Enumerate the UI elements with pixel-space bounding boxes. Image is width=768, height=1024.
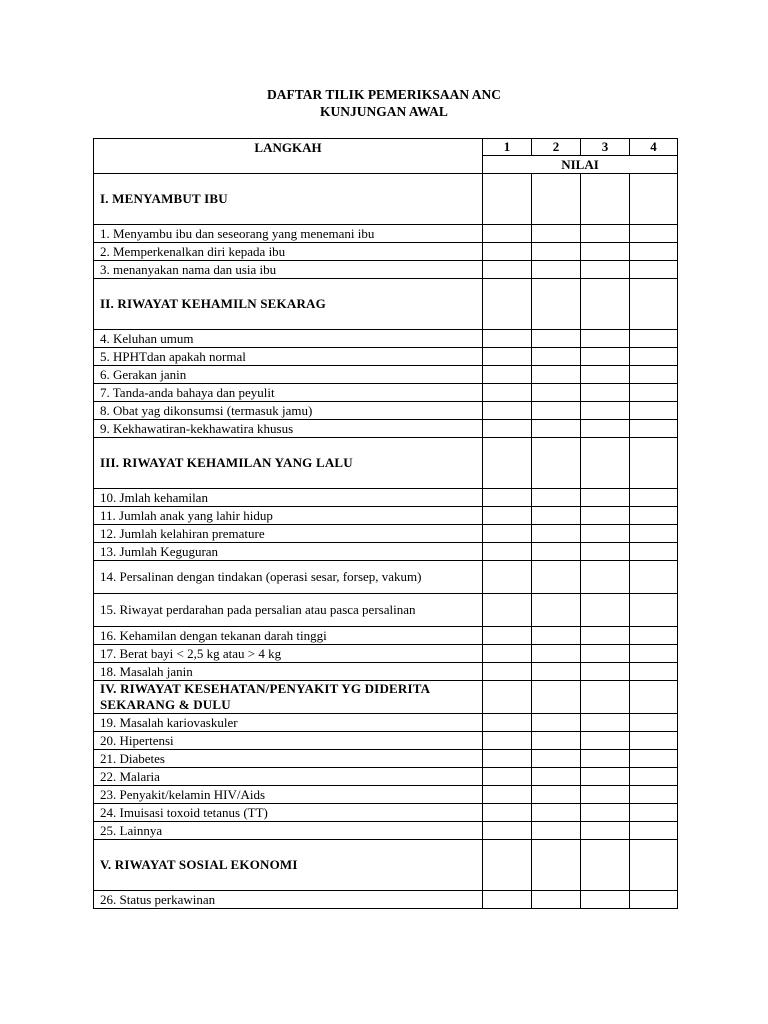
section-heading: I. MENYAMBUT IBU <box>94 174 483 225</box>
section-row <box>94 279 678 330</box>
score-cell-2[interactable] <box>532 786 581 804</box>
score-cell-4[interactable] <box>630 525 678 543</box>
score-cell-4[interactable] <box>630 366 678 384</box>
score-cell-3[interactable] <box>581 804 630 822</box>
score-cell-3[interactable] <box>581 261 630 279</box>
step-label: 12. Jumlah kelahiran premature <box>94 525 483 543</box>
score-cell-2[interactable] <box>532 543 581 561</box>
table-row <box>94 543 678 561</box>
score-cell-3[interactable] <box>581 627 630 645</box>
score-cell-4[interactable] <box>630 543 678 561</box>
score-cell-1[interactable] <box>483 279 532 330</box>
score-cell-4[interactable] <box>630 225 678 243</box>
score-cell-2[interactable] <box>532 279 581 330</box>
table-row <box>94 225 678 243</box>
step-label: 26. Status perkawinan <box>94 891 483 909</box>
table-row <box>94 750 678 768</box>
score-cell-1[interactable] <box>483 822 532 840</box>
score-cell-2[interactable] <box>532 174 581 225</box>
title-line-1: DAFTAR TILIK PEMERIKSAAN ANC <box>267 87 501 102</box>
step-label: 5. HPHTdan apakah normal <box>94 348 483 366</box>
score-cell-3[interactable] <box>581 732 630 750</box>
table-row <box>94 384 678 402</box>
score-cell-1[interactable] <box>483 330 532 348</box>
score-cell-3[interactable] <box>581 768 630 786</box>
section-heading: III. RIWAYAT KEHAMILAN YANG LALU <box>94 438 483 489</box>
step-label: 20. Hipertensi <box>94 732 483 750</box>
score-cell-3[interactable] <box>581 330 630 348</box>
score-cell-4[interactable] <box>630 348 678 366</box>
score-cell-2[interactable] <box>532 525 581 543</box>
step-label: 24. Imuisasi toxoid tetanus (TT) <box>94 804 483 822</box>
score-cell-3[interactable] <box>581 366 630 384</box>
score-cell-2[interactable] <box>532 645 581 663</box>
score-cell-1[interactable] <box>483 402 532 420</box>
score-cell-4[interactable] <box>630 732 678 750</box>
score-cell-2[interactable] <box>532 261 581 279</box>
score-cell-4[interactable] <box>630 330 678 348</box>
section-heading: V. RIWAYAT SOSIAL EKONOMI <box>94 840 483 891</box>
score-cell-3[interactable] <box>581 645 630 663</box>
score-cell-3[interactable] <box>581 225 630 243</box>
step-label: 25. Lainnya <box>94 822 483 840</box>
score-cell-4[interactable] <box>630 594 678 627</box>
score-cell-3[interactable] <box>581 174 630 225</box>
score-cell-1[interactable] <box>483 438 532 489</box>
score-cell-1[interactable] <box>483 543 532 561</box>
score-cell-4[interactable] <box>630 681 678 714</box>
score-cell-3[interactable] <box>581 543 630 561</box>
score-cell-3[interactable] <box>581 840 630 891</box>
score-cell-2[interactable] <box>532 891 581 909</box>
section-row <box>94 174 678 225</box>
score-cell-1[interactable] <box>483 627 532 645</box>
score-cell-4[interactable] <box>630 714 678 732</box>
score-cell-2[interactable] <box>532 750 581 768</box>
step-label: 22. Malaria <box>94 768 483 786</box>
score-cell-3[interactable] <box>581 402 630 420</box>
score-cell-4[interactable] <box>630 891 678 909</box>
score-cell-3[interactable] <box>581 663 630 681</box>
step-label: 21. Diabetes <box>94 750 483 768</box>
score-cell-4[interactable] <box>630 402 678 420</box>
step-label: 23. Penyakit/kelamin HIV/Aids <box>94 786 483 804</box>
score-cell-1[interactable] <box>483 489 532 507</box>
step-label: 11. Jumlah anak yang lahir hidup <box>94 507 483 525</box>
score-cell-4[interactable] <box>630 174 678 225</box>
section-heading: II. RIWAYAT KEHAMILN SEKARAG <box>94 279 483 330</box>
score-cell-4[interactable] <box>630 489 678 507</box>
score-col-2: 2 <box>532 139 581 156</box>
section-row <box>94 840 678 891</box>
score-cell-4[interactable] <box>630 627 678 645</box>
step-label: 16. Kehamilan dengan tekanan darah tinggi <box>94 627 483 645</box>
score-cell-4[interactable] <box>630 645 678 663</box>
score-cell-1[interactable] <box>483 840 532 891</box>
table-row <box>94 489 678 507</box>
score-cell-3[interactable] <box>581 750 630 768</box>
table-row <box>94 402 678 420</box>
checklist-body <box>94 139 678 909</box>
score-cell-1[interactable] <box>483 174 532 225</box>
score-cell-3[interactable] <box>581 681 630 714</box>
section-heading: IV. RIWAYAT KESEHATAN/PENYAKIT YG DIDERITA SEKARANG & DULU <box>94 681 483 714</box>
score-cell-2[interactable] <box>532 366 581 384</box>
table-row <box>94 366 678 384</box>
score-cell-1[interactable] <box>483 366 532 384</box>
score-cell-2[interactable] <box>532 438 581 489</box>
score-cell-1[interactable] <box>483 561 532 594</box>
score-cell-1[interactable] <box>483 384 532 402</box>
step-label: 7. Tanda-anda bahaya dan peyulit <box>94 384 483 402</box>
step-label: 2. Memperkenalkan diri kepada ibu <box>94 243 483 261</box>
table-row <box>94 822 678 840</box>
score-cell-4[interactable] <box>630 279 678 330</box>
score-cell-1[interactable] <box>483 243 532 261</box>
table-row <box>94 330 678 348</box>
score-cell-2[interactable] <box>532 732 581 750</box>
score-cell-4[interactable] <box>630 663 678 681</box>
step-label: 14. Persalinan dengan tindakan (operasi sesar, forsep, vakum) <box>94 561 483 594</box>
score-cell-2[interactable] <box>532 507 581 525</box>
score-cell-2[interactable] <box>532 594 581 627</box>
step-label: 9. Kekhawatiran-kekhawatira khusus <box>94 420 483 438</box>
score-cell-4[interactable] <box>630 438 678 489</box>
table-row <box>94 714 678 732</box>
table-row <box>94 261 678 279</box>
section-row <box>94 681 678 714</box>
score-cell-2[interactable] <box>532 225 581 243</box>
score-cell-2[interactable] <box>532 330 581 348</box>
score-cell-2[interactable] <box>532 402 581 420</box>
table-row <box>94 732 678 750</box>
score-cell-3[interactable] <box>581 525 630 543</box>
score-cell-4[interactable] <box>630 420 678 438</box>
step-label: 18. Masalah janin <box>94 663 483 681</box>
score-cell-4[interactable] <box>630 384 678 402</box>
score-cell-4[interactable] <box>630 243 678 261</box>
score-cell-2[interactable] <box>532 714 581 732</box>
score-cell-2[interactable] <box>532 663 581 681</box>
step-label: 6. Gerakan janin <box>94 366 483 384</box>
score-cell-2[interactable] <box>532 822 581 840</box>
score-cell-1[interactable] <box>483 804 532 822</box>
step-label: 4. Keluhan umum <box>94 330 483 348</box>
score-cell-3[interactable] <box>581 489 630 507</box>
score-cell-3[interactable] <box>581 420 630 438</box>
score-cell-1[interactable] <box>483 714 532 732</box>
score-cell-1[interactable] <box>483 348 532 366</box>
score-cell-3[interactable] <box>581 279 630 330</box>
table-row <box>94 507 678 525</box>
score-cell-4[interactable] <box>630 561 678 594</box>
section-row <box>94 438 678 489</box>
score-cell-1[interactable] <box>483 594 532 627</box>
score-cell-4[interactable] <box>630 822 678 840</box>
score-cell-2[interactable] <box>532 561 581 594</box>
score-cell-3[interactable] <box>581 786 630 804</box>
checklist-table <box>93 138 678 909</box>
table-row <box>94 786 678 804</box>
score-cell-3[interactable] <box>581 348 630 366</box>
table-row <box>94 768 678 786</box>
step-label: 17. Berat bayi < 2,5 kg atau > 4 kg <box>94 645 483 663</box>
score-cell-1[interactable] <box>483 645 532 663</box>
step-label: 1. Menyambu ibu dan seseorang yang menemani ibu <box>94 225 483 243</box>
score-cell-2[interactable] <box>532 627 581 645</box>
score-cell-3[interactable] <box>581 384 630 402</box>
score-cell-3[interactable] <box>581 243 630 261</box>
score-cell-2[interactable] <box>532 804 581 822</box>
score-cell-2[interactable] <box>532 420 581 438</box>
score-cell-1[interactable] <box>483 891 532 909</box>
score-cell-1[interactable] <box>483 768 532 786</box>
score-cell-1[interactable] <box>483 750 532 768</box>
step-label: 19. Masalah kariovaskuler <box>94 714 483 732</box>
score-cell-2[interactable] <box>532 768 581 786</box>
title-line-2: KUNJUNGAN AWAL <box>320 104 448 119</box>
table-row <box>94 594 678 627</box>
score-cell-4[interactable] <box>630 507 678 525</box>
score-cell-1[interactable] <box>483 663 532 681</box>
score-cell-1[interactable] <box>483 261 532 279</box>
score-cell-3[interactable] <box>581 438 630 489</box>
table-row <box>94 663 678 681</box>
table-row <box>94 243 678 261</box>
score-cell-3[interactable] <box>581 891 630 909</box>
document-title <box>0 86 768 120</box>
score-col-1: 1 <box>483 139 532 156</box>
table-row <box>94 348 678 366</box>
step-label: 13. Jumlah Keguguran <box>94 543 483 561</box>
table-row <box>94 645 678 663</box>
score-cell-4[interactable] <box>630 840 678 891</box>
score-cell-2[interactable] <box>532 243 581 261</box>
score-cell-2[interactable] <box>532 384 581 402</box>
step-label: 8. Obat yag dikonsumsi (termasuk jamu) <box>94 402 483 420</box>
score-cell-4[interactable] <box>630 786 678 804</box>
score-cell-2[interactable] <box>532 681 581 714</box>
step-label: 3. menanyakan nama dan usia ibu <box>94 261 483 279</box>
table-row <box>94 525 678 543</box>
score-cell-4[interactable] <box>630 804 678 822</box>
score-cell-3[interactable] <box>581 822 630 840</box>
header-row <box>94 139 678 156</box>
score-cell-3[interactable] <box>581 561 630 594</box>
score-cell-4[interactable] <box>630 768 678 786</box>
table-row <box>94 627 678 645</box>
score-col-4: 4 <box>630 139 678 156</box>
table-row <box>94 804 678 822</box>
score-cell-1[interactable] <box>483 420 532 438</box>
score-cell-3[interactable] <box>581 507 630 525</box>
score-cell-2[interactable] <box>532 348 581 366</box>
score-cell-1[interactable] <box>483 786 532 804</box>
score-cell-3[interactable] <box>581 594 630 627</box>
score-cell-1[interactable] <box>483 507 532 525</box>
table-row <box>94 420 678 438</box>
score-cell-3[interactable] <box>581 714 630 732</box>
score-cell-2[interactable] <box>532 840 581 891</box>
header-step: LANGKAH <box>94 139 483 174</box>
score-cell-1[interactable] <box>483 225 532 243</box>
score-label: NILAI <box>483 156 678 174</box>
table-row <box>94 891 678 909</box>
score-cell-4[interactable] <box>630 261 678 279</box>
score-cell-1[interactable] <box>483 525 532 543</box>
step-label: 15. Riwayat perdarahan pada persalian atau pasca persalinan <box>94 594 483 627</box>
score-cell-1[interactable] <box>483 681 532 714</box>
table-row <box>94 561 678 594</box>
score-cell-1[interactable] <box>483 732 532 750</box>
score-cell-4[interactable] <box>630 750 678 768</box>
score-cell-2[interactable] <box>532 489 581 507</box>
step-label: 10. Jmlah kehamilan <box>94 489 483 507</box>
score-col-3: 3 <box>581 139 630 156</box>
